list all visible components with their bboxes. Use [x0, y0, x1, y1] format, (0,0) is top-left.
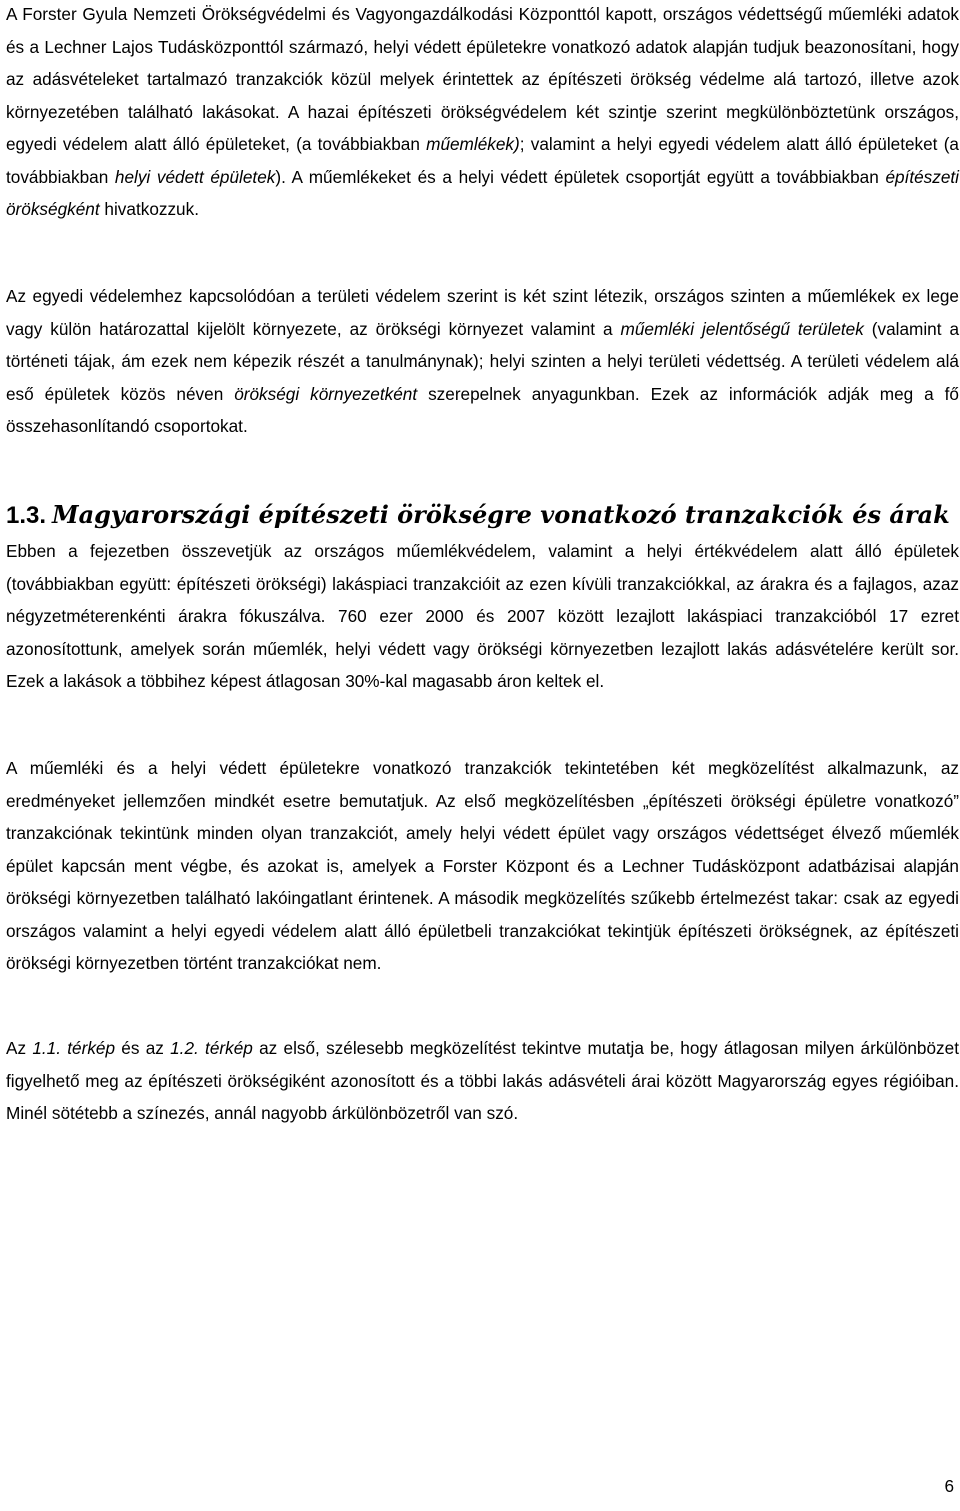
italic-term: örökségi környezetként — [234, 383, 418, 404]
section-heading — [6, 498, 959, 533]
paragraph-approaches: A műemléki és a helyi védett épületekre vonatkozó tranzakciók tekintetében két megközelítést alkalmazunk, az eredményeket jellemzően mindkét esetre bemutatjuk. Az első megközelítésben „építészeti örökségi épületre vonatkozó” tranzakciónak tekintünk minden olyan tranzakciót, amely helyi védett épület vagy országos védettséget élvező műemlék épület kapcsán ment végbe, és azokat is, amelyek a Forster Központ és a Lechner Tudásközpont adatbázisai alapján örökségi környezetben található lakóingatlant érintenek. A második megközelítés szűkebb értelmezést takar: csak az egyedi országos valamint a helyi egyedi védelem alatt álló épületbeli tranzakciókat tekintjük építészeti örökségnek, az építészeti örökségi környezetben történt tranzakciókat nem. — [6, 758, 959, 973]
italic-term: műemlékek) — [426, 134, 520, 154]
paragraph-text: szerepelnek anyagunkban. Ezek az információk adják meg a fő összehasonlítandó csoportokat. — [6, 383, 959, 436]
paragraph-text: ; valamint a helyi egyedi védelem alatt álló épületeket (a továbbiakban — [6, 134, 959, 187]
paragraph-data-sources — [6, 0, 959, 226]
page-number: 6 — [944, 1476, 954, 1496]
section-title: Magyarországi építészeti örökségre vonatkozó tranzakciók és árak — [52, 500, 950, 529]
section-number: 1.3. — [6, 502, 47, 529]
map-reference: 1.1. térkép — [32, 1038, 116, 1058]
paragraph-text: hivatkozzuk. — [99, 199, 199, 219]
paragraph-area-protection — [6, 280, 959, 443]
paragraph-chapter-intro: Ebben a fejezetben összevetjük az országos műemlékvédelem, valamint a helyi értékvédelem alatt álló épületek (továbbiakban együtt: építészeti örökségi) lakáspiaci tranzakcióit az ezen kívüli tranzakciókkal, az árakra és a fajlagos, azaz négyzetméterenkénti árakra fókuszálva. 760 ezer 2000 és 2007 között lezajlott lakáspiaci tranzakcióból 17 ezret azonosítottunk, amelyek során műemlék, helyi védett vagy örökségi környezetben lezajlott lakás adásvételére került sor. Ezek a lakások a többihez képest átlagosan 30%-kal magasabb áron keltek el. — [6, 541, 959, 691]
paragraph-text: A Forster Gyula Nemzeti Örökségvédelmi és Vagyongazdálkodási Központtól kapott, országos védettségű műemléki adatok és a Lechner Lajos Tudásközponttól származó, helyi védett épületekre vonatkozó adatok alapján tudjuk beazonosítani, hogy az adásvételeket tartalmazó tranzakciók közül melyek érintettek az építészeti örökség védelme alá tartozó, illetve azok környezetében található lakásokat. A hazai építészeti örökségvédelem két szintje szerint megkülönböztetünk országos, egyedi védelem alatt álló épületeket, (a továbbiakban — [6, 4, 959, 154]
paragraph-text: és az — [115, 1038, 171, 1058]
paragraph-text: (valamint a történeti tájak, ám ezek nem képezik részét a tanulmánynak); helyi szinten a helyi területi védettség. A területi védelem alá eső épületek közös néven — [6, 318, 960, 404]
map-reference: 1.2. térkép — [170, 1038, 253, 1058]
paragraph-maps — [6, 1032, 959, 1130]
italic-term: építészeti örökségként — [6, 166, 960, 219]
paragraph-text: ). A műemlékeket és a helyi védett épületek csoportját együtt a továbbiakban — [275, 166, 886, 187]
paragraph-text: Az egyedi védelemhez kapcsolódóan a területi védelem szerint is két szint létezik, országos szinten a műemlékek ex lege vagy külön határozattal kijelölt környezete, az örökségi környezet valamint a — [6, 286, 959, 339]
paragraph-text: az első, szélesebb megközelítést tekintve mutatja be, hogy átlagosan milyen árkülönbözet figyelhető meg az építészeti örökségiként azonosított és a többi lakás adásvételi árai között Magyarország egyes régióiban. Minél sötétebb a színezés, annál nagyobb árkülönbözetről van szó. — [6, 1038, 959, 1123]
italic-term: műemléki jelentőségű területek — [620, 318, 864, 339]
paragraph-text: Az — [6, 1038, 33, 1058]
italic-term: helyi védett épületek — [114, 166, 276, 187]
